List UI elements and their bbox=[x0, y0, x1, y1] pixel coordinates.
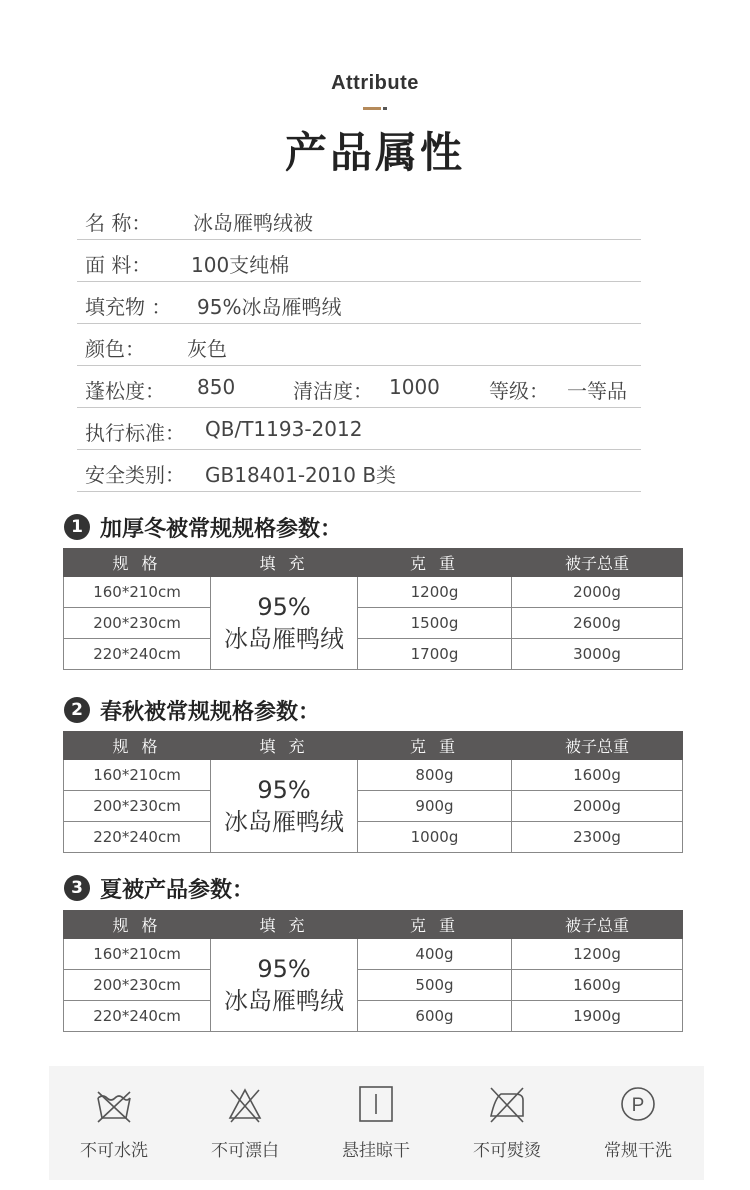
attr-value: 100支纯棉 bbox=[191, 253, 290, 277]
weight-cell: 900g bbox=[358, 791, 512, 822]
section-number-badge: 1 bbox=[64, 514, 90, 540]
table-header-row bbox=[64, 911, 683, 939]
header-weight: 克 重 bbox=[358, 549, 512, 577]
attr-row-color bbox=[77, 324, 641, 366]
weight-cell: 1200g bbox=[358, 577, 512, 608]
section-number-badge: 2 bbox=[64, 697, 90, 723]
table-row bbox=[64, 760, 683, 791]
attr-value: 灰色 bbox=[187, 337, 227, 361]
title-divider bbox=[363, 107, 389, 110]
spec-table bbox=[63, 731, 683, 853]
care-item bbox=[573, 1066, 703, 1180]
fill-name: 冰岛雁鸭绒 bbox=[224, 625, 344, 653]
header-filling: 填 充 bbox=[211, 549, 358, 577]
header-weight: 克 重 bbox=[358, 911, 512, 939]
size-cell: 220*240cm bbox=[64, 639, 211, 670]
attr-label: 安全类别： bbox=[85, 463, 185, 487]
attr-label: 执行标准： bbox=[85, 421, 185, 445]
header-filling: 填 充 bbox=[211, 911, 358, 939]
care-item bbox=[180, 1066, 310, 1180]
section-title: 春秋被常规规格参数： bbox=[100, 700, 321, 725]
care-label: 悬挂晾干 bbox=[342, 1141, 410, 1161]
size-cell: 200*230cm bbox=[64, 608, 211, 639]
attr-row-standard bbox=[77, 408, 641, 450]
attr-value: 冰岛雁鸭绒被 bbox=[193, 211, 313, 235]
fill-percent: 95% bbox=[257, 776, 311, 804]
hang-dry-icon bbox=[358, 1084, 394, 1124]
care-label: 不可熨烫 bbox=[473, 1141, 541, 1161]
attr-row-safety bbox=[77, 450, 641, 492]
total-cell: 2600g bbox=[512, 608, 683, 639]
table-row bbox=[64, 970, 683, 1001]
header-total: 被子总重 bbox=[512, 549, 683, 577]
filling-cell bbox=[211, 939, 358, 1032]
total-cell: 3000g bbox=[512, 639, 683, 670]
weight-cell: 500g bbox=[358, 970, 512, 1001]
weight-cell: 1500g bbox=[358, 608, 512, 639]
header-total: 被子总重 bbox=[512, 911, 683, 939]
dry-clean-icon bbox=[620, 1084, 656, 1124]
total-cell: 1600g bbox=[512, 760, 683, 791]
total-cell: 1900g bbox=[512, 1001, 683, 1032]
header-size: 规 格 bbox=[64, 732, 211, 760]
attr-value: GB18401-2010 B类 bbox=[205, 463, 397, 487]
care-item bbox=[49, 1066, 179, 1180]
no-wash-icon bbox=[96, 1084, 132, 1124]
size-cell: 160*210cm bbox=[64, 939, 211, 970]
attr-row-filling bbox=[77, 282, 641, 324]
section-number-badge: 3 bbox=[64, 875, 90, 901]
no-bleach-icon bbox=[227, 1084, 263, 1124]
filling-cell bbox=[211, 760, 358, 853]
table-row bbox=[64, 791, 683, 822]
size-cell: 160*210cm bbox=[64, 760, 211, 791]
attr-row-name bbox=[77, 198, 641, 240]
weight-cell: 400g bbox=[358, 939, 512, 970]
attr-value: 95%冰岛雁鸭绒 bbox=[197, 295, 342, 319]
section-title: 加厚冬被常规规格参数： bbox=[100, 517, 343, 542]
fill-percent: 95% bbox=[257, 593, 311, 621]
attr-row-fabric bbox=[77, 240, 641, 282]
fill-name: 冰岛雁鸭绒 bbox=[224, 987, 344, 1015]
size-cell: 200*230cm bbox=[64, 791, 211, 822]
size-cell: 220*240cm bbox=[64, 822, 211, 853]
fill-name: 冰岛雁鸭绒 bbox=[224, 808, 344, 836]
size-cell: 200*230cm bbox=[64, 970, 211, 1001]
svg-text:P: P bbox=[631, 1095, 645, 1116]
header-weight: 克 重 bbox=[358, 732, 512, 760]
attr-value: 1000 bbox=[389, 375, 440, 399]
header-size: 规 格 bbox=[64, 549, 211, 577]
filling-cell bbox=[211, 577, 358, 670]
care-label: 常规干洗 bbox=[604, 1141, 672, 1161]
table-row bbox=[64, 577, 683, 608]
total-cell: 2300g bbox=[512, 822, 683, 853]
table-row bbox=[64, 822, 683, 853]
table-row bbox=[64, 639, 683, 670]
total-cell: 2000g bbox=[512, 577, 683, 608]
attr-label: 名 称： bbox=[85, 211, 152, 235]
attr-label: 填充物 ： bbox=[85, 295, 172, 319]
total-cell: 1600g bbox=[512, 970, 683, 1001]
total-cell: 1200g bbox=[512, 939, 683, 970]
care-label: 不可水洗 bbox=[80, 1141, 148, 1161]
attr-value: 一等品 bbox=[567, 379, 627, 403]
attr-label: 等级： bbox=[489, 379, 549, 403]
english-title: Attribute bbox=[331, 72, 419, 94]
care-item bbox=[442, 1066, 572, 1180]
no-iron-icon bbox=[489, 1084, 525, 1124]
table-header-row bbox=[64, 549, 683, 577]
weight-cell: 600g bbox=[358, 1001, 512, 1032]
page-title: 产品属性 bbox=[284, 128, 465, 177]
header-total: 被子总重 bbox=[512, 732, 683, 760]
attr-label: 蓬松度： bbox=[85, 379, 165, 403]
table-row bbox=[64, 1001, 683, 1032]
attr-label: 清洁度： bbox=[293, 379, 373, 403]
table-row bbox=[64, 608, 683, 639]
spec-table bbox=[63, 910, 683, 1032]
weight-cell: 800g bbox=[358, 760, 512, 791]
attr-label: 面 料： bbox=[85, 253, 152, 277]
size-cell: 220*240cm bbox=[64, 1001, 211, 1032]
attr-value: 850 bbox=[197, 375, 236, 399]
fill-percent: 95% bbox=[257, 955, 311, 983]
header-size: 规 格 bbox=[64, 911, 211, 939]
total-cell: 2000g bbox=[512, 791, 683, 822]
table-row bbox=[64, 939, 683, 970]
care-label: 不可漂白 bbox=[211, 1141, 279, 1161]
section-title: 夏被产品参数： bbox=[100, 878, 255, 903]
spec-table bbox=[63, 548, 683, 670]
weight-cell: 1000g bbox=[358, 822, 512, 853]
care-item bbox=[311, 1066, 441, 1180]
attr-value: QB/T1193-2012 bbox=[205, 417, 363, 441]
attr-label: 颜色： bbox=[85, 337, 145, 361]
attr-row-specs bbox=[77, 366, 641, 408]
table-header-row bbox=[64, 732, 683, 760]
header-filling: 填 充 bbox=[211, 732, 358, 760]
weight-cell: 1700g bbox=[358, 639, 512, 670]
size-cell: 160*210cm bbox=[64, 577, 211, 608]
care-instructions bbox=[49, 1066, 704, 1180]
